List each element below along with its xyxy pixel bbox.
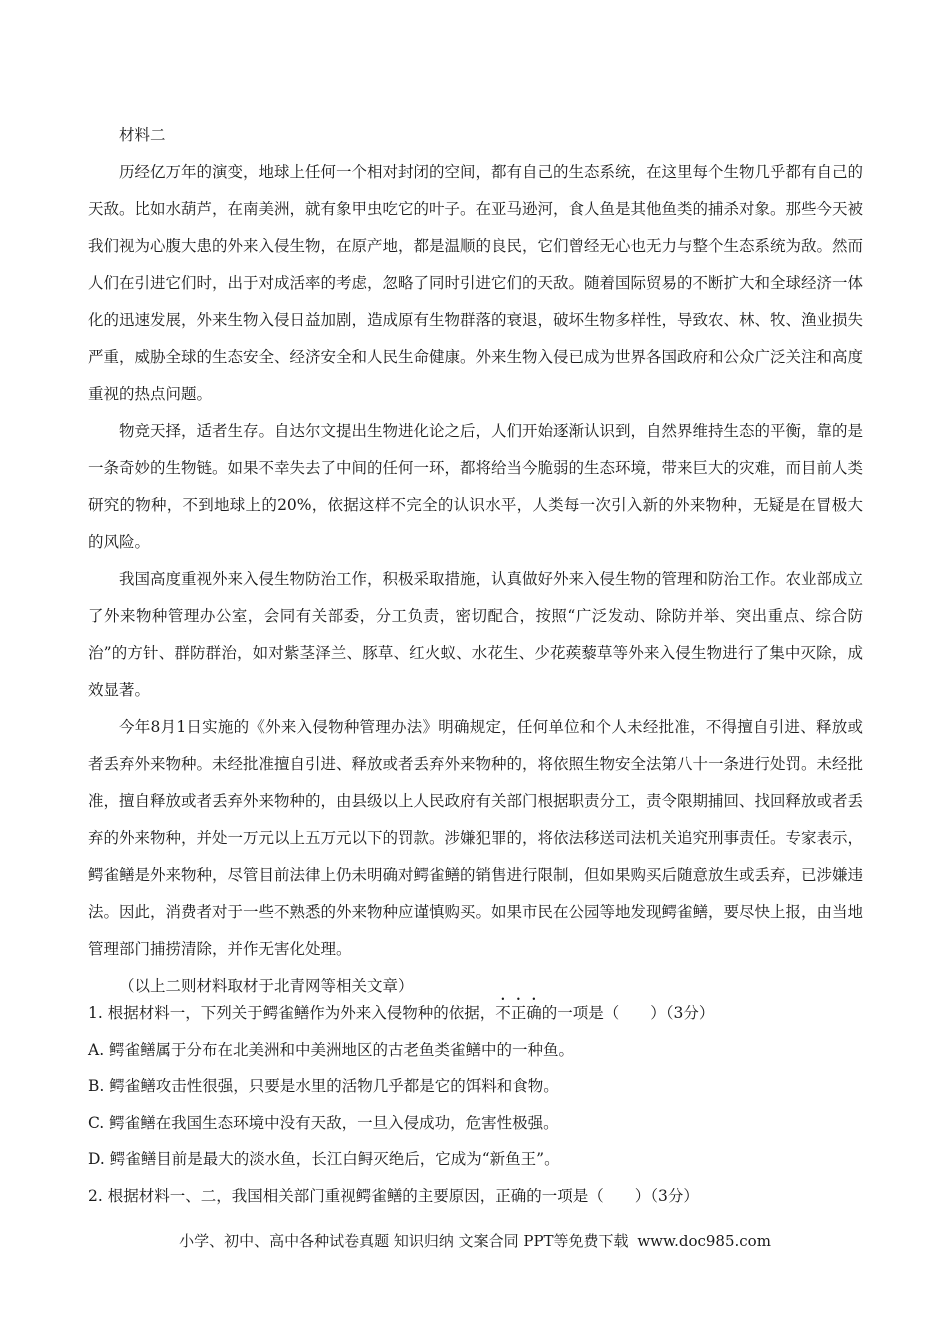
questions-section	[88, 995, 863, 1214]
material-paragraph-2: 物竞天择，适者生存。自达尔文提出生物进化论之后，人们开始逐渐认识到，自然界维持生态的平衡，靠的是一条奇妙的生物链。如果不幸失去了中间的任何一环，都将给当今脆弱的生态环境，带来巨大的灾难，而目前人类研究的物种，不到地球上的20%，依据这样不完全的认识水平，人类每一次引入新的外来物种，无疑是在冒极大的风险。	[88, 422, 864, 551]
material-source-note: （以上二则材料取材于北青网等相关文章）	[119, 977, 414, 995]
question-1-stem-before: 1. 根据材料一，下列关于鳄雀鳝作为外来入侵物种的依据，	[88, 1004, 496, 1022]
material-paragraph-4: 今年8月1日实施的《外来入侵物种管理办法》明确规定，任何单位和个人未经批准，不得擅自引进、释放或者丢弃外来物种。未经批准擅自引进、释放或者丢弃外来物种的，将依照生物安全法第八十一条进行处罚。未经批准，擅自释放或者丢弃外来物种的，由县级以上人民政府有关部门根据职责分工，责令限期捕回、找回释放或者丢弃的外来物种，并处一万元以上五万元以下的罚款。涉嫌犯罪的，将依法移送司法机关追究刑事责任。专家表示，鳄雀鳝是外来物种，尽管目前法律上仍未明确对鳄雀鳝的销售进行限制，但如果购买后随意放生或丢弃，已涉嫌违法。因此，消费者对于一些不熟悉的外来物种应谨慎购买。如果市民在公园等地发现鳄雀鳝，要尽快上报，由当地管理部门捕捞清除，并作无害化处理。	[88, 718, 864, 958]
material-heading: 材料二	[119, 126, 166, 144]
material-paragraph-1: 历经亿万年的演变，地球上任何一个相对封闭的空间，都有自己的生态系统，在这里每个生物几乎都有自己的天敌。比如水葫芦，在南美洲，就有象甲虫吃它的叶子。在亚马逊河，食人鱼是其他鱼类的捕杀对象。那些今天被我们视为心腹大患的外来入侵生物，在原产地，都是温顺的良民，它们曾经无心也无力与整个生态系统为敌。然而人们在引进它们时，出于对成活率的考虑，忽略了同时引进它们的天敌。随着国际贸易的不断扩大和全球经济一体化的迅速发展，外来生物入侵日益加剧，造成原有生物群落的衰退，破坏生物多样性，导致农、林、牧、渔业损失严重，威胁全球的生态安全、经济安全和人民生命健康。外来生物入侵已成为世界各国政府和公众广泛关注和高度重视的热点问题。	[88, 163, 864, 403]
footer-text: 小学、初中、高中各种试卷真题 知识归纳 文案合同 PPT等免费下载	[179, 1232, 629, 1250]
footer-url: www.doc985.com	[637, 1232, 771, 1250]
question-1-emphasis: 不正确	[495, 1004, 542, 1022]
question-1-option-d: D. 鳄雀鳝目前是最大的淡水鱼，长江白鲟灭绝后，它成为“新鱼王”。	[88, 1150, 560, 1168]
question-1-option-b: B. 鳄雀鳝攻击性很强，只要是水里的活物几乎都是它的饵料和食物。	[88, 1077, 559, 1095]
question-1-stem	[88, 995, 863, 1032]
material-two-section	[88, 117, 863, 1005]
page-footer	[0, 1230, 950, 1251]
material-paragraph-3: 我国高度重视外来入侵生物防治工作，积极采取措施，认真做好外来入侵生物的管理和防治工作。农业部成立了外来物种管理办公室，会同有关部委，分工负责，密切配合，按照“广泛发动、除防并举、突出重点、综合防治”的方针、群防群治，如对紫茎泽兰、豚草、红火蚁、水花生、少花蒺藜草等外来入侵生物进行了集中灭除，成效显著。	[88, 570, 864, 699]
question-1-option-c: C. 鳄雀鳝在我国生态环境中没有天敌，一旦入侵成功，危害性极强。	[88, 1113, 559, 1132]
question-1-option-a: A. 鳄雀鳝属于分布在北美洲和中美洲地区的古老鱼类雀鳝中的一种鱼。	[88, 1040, 575, 1059]
question-2-stem: 2. 根据材料一、二，我国相关部门重视鳄雀鳝的主要原因，正确的一项是（ ）（3分）	[88, 1186, 699, 1205]
question-1-stem-after: 的一项是（ ）（3分）	[541, 1004, 715, 1022]
